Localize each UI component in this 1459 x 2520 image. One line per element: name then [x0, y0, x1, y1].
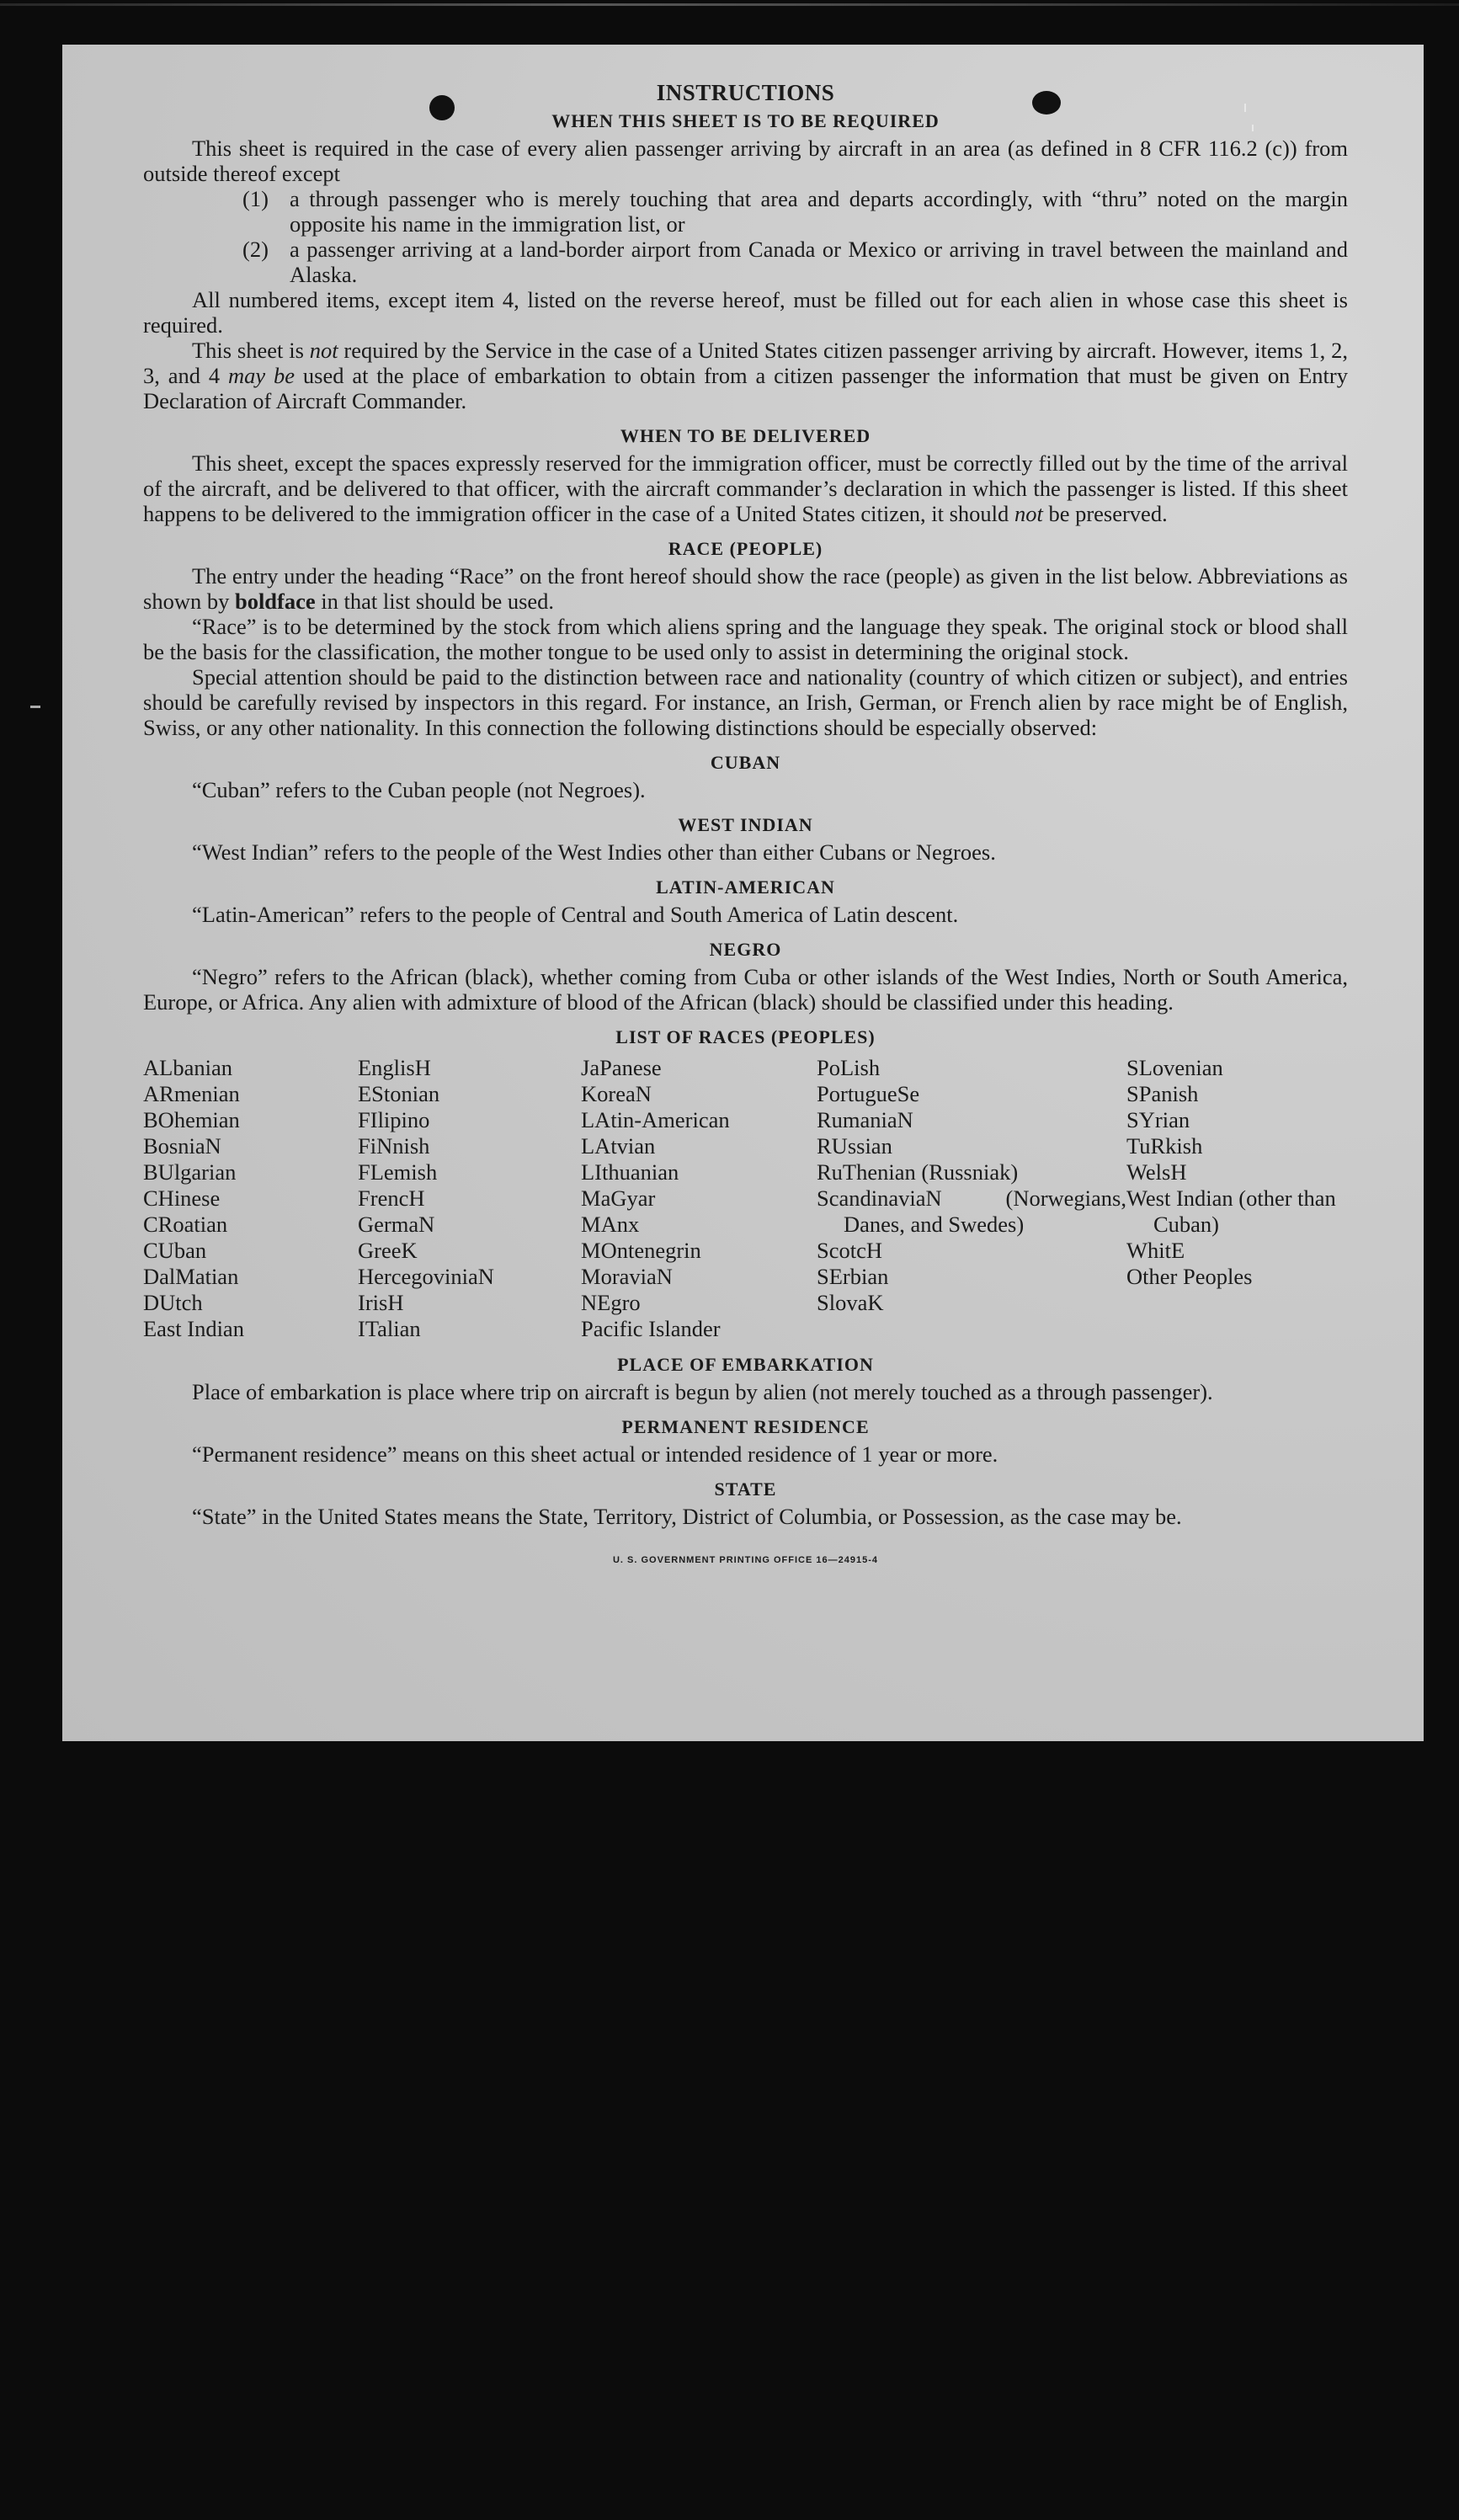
item-text: a passenger arriving at a land-border airport from Canada or Mexico or arriving in travel between the mainland and Alaska. [290, 237, 1348, 287]
race-entry: ARmenian [143, 1081, 240, 1106]
race-entry: NEgro [581, 1290, 641, 1315]
item-text: a through passenger who is merely touching that area and departs accordingly, with “thru” noted on the margin opposite his name in the immigration list, or [290, 186, 1348, 237]
race-entry: EStonian [358, 1081, 440, 1106]
scan-edge-line [0, 3, 1459, 6]
numbered-items-paragraph: All numbered items, except item 4, listed on the reverse hereof, must be filled out for each alien in whose case this sheet is required. [143, 287, 1348, 338]
race-entry: SPanish [1126, 1081, 1199, 1106]
emphasis-may-be: may be [227, 363, 296, 388]
race-entry: SlovaK [817, 1290, 884, 1315]
race-entry: FrencH [358, 1185, 425, 1211]
section-heading-when-required: WHEN THIS SHEET IS TO BE REQUIRED [551, 110, 940, 131]
citizen-paragraph: This sheet is not required by the Service in the case of a United States citizen passenger arriving by aircraft. However, items 1, 2, 3, and 4 may be used at the place of embarkation to obtain from a citizen passenger the information that must be given on Entry Declaration of Aircraft Commander. [143, 338, 1348, 413]
race-entry: BosniaN [143, 1133, 221, 1159]
scan-artifact [30, 706, 40, 708]
race-entry: CRoatian [143, 1212, 228, 1237]
scratch-mark [1252, 125, 1254, 131]
races-column-3 [581, 1055, 817, 1342]
race-entry: RumaniaN [817, 1107, 913, 1132]
race-entry: Pacific Islander [581, 1316, 721, 1341]
race-paragraph-2: “Race” is to be determined by the stock from which aliens spring and the language they speak. The original stock or blood shall be the basis for the classification, the mother tongue to be used only to assist in determining the original stock. [143, 614, 1348, 664]
race-entry: GreeK [358, 1238, 418, 1263]
section-heading-when-delivered: WHEN TO BE DELIVERED [620, 425, 871, 446]
latin-american-text: “Latin-American” refers to the people of Central and South America of Latin descent. [192, 902, 959, 927]
race-entry: LAtin-American [581, 1107, 730, 1132]
section-heading-west-indian: WEST INDIAN [678, 814, 813, 835]
race-entry: JaPanese [581, 1055, 662, 1080]
punch-hole-left [429, 95, 455, 120]
race-entry: LAtvian [581, 1133, 656, 1159]
negro-text: “Negro” refers to the African (black), whether coming from Cuba or other islands of the West Indies, North or South America, Europe, or Africa. Any alien with admixture of blood of the African (black) should be classified under this heading. [143, 964, 1348, 1015]
section-heading-embarkation: PLACE OF EMBARKATION [617, 1354, 874, 1375]
state-text: “State” in the United States means the State, Territory, District of Columbia, or Possession, as the case may be. [192, 1504, 1182, 1529]
race-entry: RUssian [817, 1133, 892, 1159]
race-entry: Other Peoples [1126, 1264, 1253, 1289]
section-heading-latin-american: LATIN-AMERICAN [656, 876, 835, 898]
item-number: (2) [242, 237, 269, 262]
race-entry: GermaN [358, 1212, 435, 1237]
race-entry: FiNnish [358, 1133, 430, 1159]
exception-item-2 [242, 237, 1348, 287]
race-entry: SLovenian [1126, 1055, 1223, 1080]
race-entry: FIlipino [358, 1107, 430, 1132]
race-entry: East Indian [143, 1316, 244, 1341]
race-entry: TuRkish [1126, 1133, 1203, 1159]
race-entry: ScotcH [817, 1238, 883, 1263]
race-entry: MoraviaN [581, 1264, 673, 1289]
race-entry: IrisH [358, 1290, 404, 1315]
section-heading-cuban: CUBAN [710, 752, 781, 773]
race-paragraph-3: Special attention should be paid to the distinction between race and nationality (country of which citizen or subject), and entries should be carefully revised by inspectors in this regard. For instance, an Irish, German, or French alien by race might be of English, Swiss, or any other nationality. In this connection the following distinctions should be especially observed: [143, 664, 1348, 740]
race-entry: MAnx [581, 1212, 640, 1237]
race-entry: SErbian [817, 1264, 889, 1289]
race-entry: FLemish [358, 1159, 438, 1185]
race-entry: PoLish [817, 1055, 881, 1080]
race-entry: DalMatian [143, 1264, 239, 1289]
races-column-4 [817, 1055, 1126, 1342]
race-entry: CUban [143, 1238, 207, 1263]
section-heading-state: STATE [714, 1478, 777, 1500]
when-delivered-paragraph: This sheet, except the spaces expressly reserved for the immigration officer, must be correctly filled out by the time of the arrival of the aircraft, and be delivered to that officer, with the aircraft commander’s declaration in which the passenger is listed. If this sheet happens to be delivered to the immigration officer in the case of a United States citizen, it should not be preserved. [143, 450, 1348, 526]
section-heading-negro: NEGRO [709, 939, 782, 960]
race-entry: LIthuanian [581, 1159, 679, 1185]
race-entry: PortugueSe [817, 1081, 920, 1106]
emphasis-boldface: boldface [234, 589, 316, 614]
section-heading-residence: PERMANENT RESIDENCE [621, 1416, 870, 1437]
race-entry: BOhemian [143, 1107, 240, 1132]
race-entry: KoreaN [581, 1081, 652, 1106]
when-required-paragraph: This sheet is required in the case of every alien passenger arriving by aircraft in an area (as defined in 8 CFR 116.2 (c)) from outside thereof except [143, 136, 1348, 186]
page-title: INSTRUCTIONS [656, 80, 835, 105]
race-entry: WhitE [1126, 1238, 1185, 1263]
embarkation-text: Place of embarkation is place where trip on aircraft is begun by alien (not merely touched as a through passenger). [192, 1379, 1213, 1404]
race-entry: HercegoviniaN [358, 1264, 494, 1289]
race-entry: MaGyar [581, 1185, 656, 1211]
race-entry: DUtch [143, 1290, 203, 1315]
punch-hole-right [1032, 91, 1061, 115]
instruction-sheet [62, 45, 1424, 1741]
race-entry: ALbanian [143, 1055, 232, 1080]
race-entry: MOntenegrin [581, 1238, 701, 1263]
race-entry: BUlgarian [143, 1159, 237, 1185]
printing-office-footer: U. S. GOVERNMENT PRINTING OFFICE 16—24915-4 [612, 1555, 878, 1565]
race-entry: CHinese [143, 1185, 221, 1211]
emphasis-not: not [309, 338, 338, 363]
race-entry: WelsH [1126, 1159, 1187, 1185]
cuban-text: “Cuban” refers to the Cuban people (not Negroes). [192, 777, 646, 802]
section-heading-list-of-races: LIST OF RACES (PEOPLES) [615, 1026, 876, 1047]
section-heading-race: RACE (PEOPLE) [668, 538, 823, 559]
races-column-5 [1126, 1055, 1348, 1342]
races-list [143, 1055, 1348, 1342]
race-entry: ITalian [358, 1316, 421, 1341]
race-entry: RuThenian (Russniak) [817, 1159, 1019, 1185]
race-entry: West Indian (other than Cuban) [1126, 1185, 1336, 1237]
race-entry: ScandinaviaN (Norwegians, Danes, and Swedes) [817, 1185, 1126, 1237]
item-number: (1) [242, 186, 269, 211]
west-indian-text: “West Indian” refers to the people of the West Indies other than either Cubans or Negroes. [192, 839, 996, 865]
race-entry: SYrian [1126, 1107, 1190, 1132]
races-column-2 [358, 1055, 581, 1342]
residence-text: “Permanent residence” means on this sheet actual or intended residence of 1 year or more. [192, 1441, 998, 1467]
exception-item-1 [242, 186, 1348, 237]
emphasis-not: not [1014, 501, 1043, 526]
race-paragraph-1: The entry under the heading “Race” on the front hereof should show the race (people) as given in the list below. Abbreviations as shown by boldface in that list should be used. [143, 563, 1348, 614]
races-column-1 [143, 1055, 358, 1342]
race-entry: EnglisH [358, 1055, 431, 1080]
scratch-mark [1244, 104, 1246, 112]
